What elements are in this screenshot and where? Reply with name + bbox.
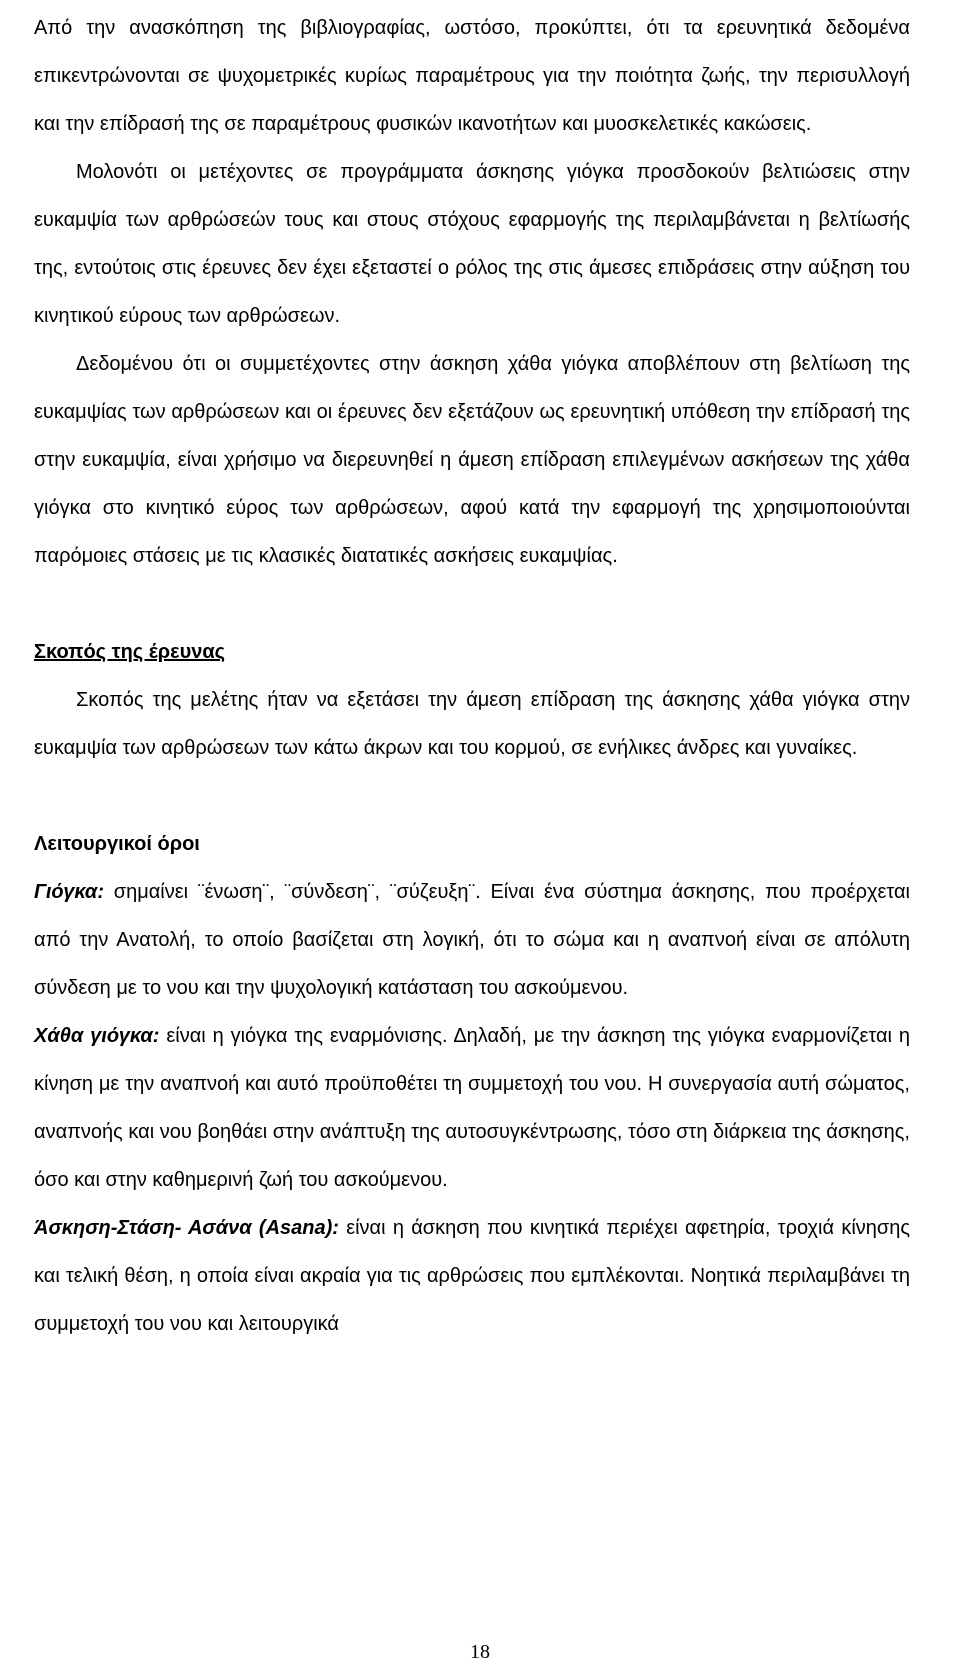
paragraph-intro-1: Από την ανασκόπηση της βιβλιογραφίας, ωστόσο, προκύπτει, ότι τα ερευνητικά δεδομένα επικεντρώνονται σε ψυχομετρικές κυρίως παραμέτρους για την ποιότητα ζωής, την περισυλλογή και την επίδρασή της σε παραμέτρους φυσικών ικανοτήτων και μυοσκελετικές κακώσεις. <box>34 17 910 135</box>
definition-term: Γιόγκα: <box>34 881 104 903</box>
definition-asana <box>34 1204 910 1348</box>
definitions-section <box>34 820 910 1348</box>
purpose-paragraph: Σκοπός της μελέτης ήταν να εξετάσει την άμεση επίδραση της άσκησης χάθα γιόγκα στην ευκαμψία των αρθρώσεων των κάτω άκρων και του κορμού, σε ενήλικες άνδρες και γυναίκες. <box>34 689 910 759</box>
definition-text: είναι η γιόγκα της εναρμόνισης. Δηλαδή, με την άσκηση της γιόγκα εναρμονίζεται η κίνηση με την αναπνοή και αυτό προϋποθέτει τη συμμετοχή του νου. Η συνεργασία αυτή σώματος, αναπνοής και νου βοηθάει στην ανάπτυξη της αυτοσυγκέντρωσης, τόσο στη διάρκεια της άσκησης, όσο και στην καθημερινή ζωή του ασκούμενου. <box>34 1025 910 1191</box>
definition-hatha-yoga <box>34 1012 910 1204</box>
definition-term: Άσκηση-Στάση- Ασάνα (Asana): <box>34 1217 339 1239</box>
definition-yoga <box>34 868 910 1012</box>
definitions-heading: Λειτουργικοί όροι <box>34 833 200 855</box>
page-number: 18 <box>470 1641 490 1663</box>
definition-term: Χάθα γιόγκα: <box>34 1025 160 1047</box>
paragraph-intro-2: Μολονότι οι μετέχοντες σε προγράμματα άσκησης γιόγκα προσδοκούν βελτιώσεις στην ευκαμψία των αρθρώσεών τους και στους στόχους εφαρμογής της περιλαμβάνεται η βελτίωσής της, εντούτοις στις έρευνες δεν έχει εξεταστεί ο ρόλος της στις άμεσες επιδράσεις στην αύξηση του κινητικού εύρους των αρθρώσεων. <box>34 161 910 327</box>
purpose-section <box>34 628 910 772</box>
definition-text: σημαίνει ¨ένωση¨, ¨σύνδεση¨, ¨σύζευξη¨. Είναι ένα σύστημα άσκησης, που προέρχεται από την Ανατολή, το οποίο βασίζεται στη λογική, ότι το σώμα και η αναπνοή είναι σε απόλυτη σύνδεση με το νου και την ψυχολογική κατάσταση του ασκούμενου. <box>34 881 910 999</box>
purpose-heading: Σκοπός της έρευνας <box>34 641 226 663</box>
definition-text: είναι η άσκηση που κινητικά περιέχει αφετηρία, τροχιά κίνησης και τελική θέση, η οποία είναι ακραία για τις αρθρώσεις που εμπλέκονται. Νοητικά περιλαμβάνει τη συμμετοχή του νου και λειτουργικά <box>34 1217 910 1335</box>
paragraph-intro-3: Δεδομένου ότι οι συμμετέχοντες στην άσκηση χάθα γιόγκα αποβλέπουν στη βελτίωση της ευκαμψίας των αρθρώσεων και οι έρευνες δεν εξετάζουν ως ερευνητική υπόθεση την επίδρασή της στην ευκαμψία, είναι χρήσιμο να διερευνηθεί η άμεση επίδραση επιλεγμένων ασκήσεων της χάθα γιόγκα στο κινητικό εύρος των αρθρώσεων, αφού κατά την εφαρμογή της χρησιμοποιούνται παρόμοιες στάσεις με τις κλασικές διατατικές ασκήσεις ευκαμψίας. <box>34 353 910 567</box>
spacer <box>34 772 910 820</box>
intro-section <box>34 4 910 580</box>
spacer <box>34 580 910 628</box>
